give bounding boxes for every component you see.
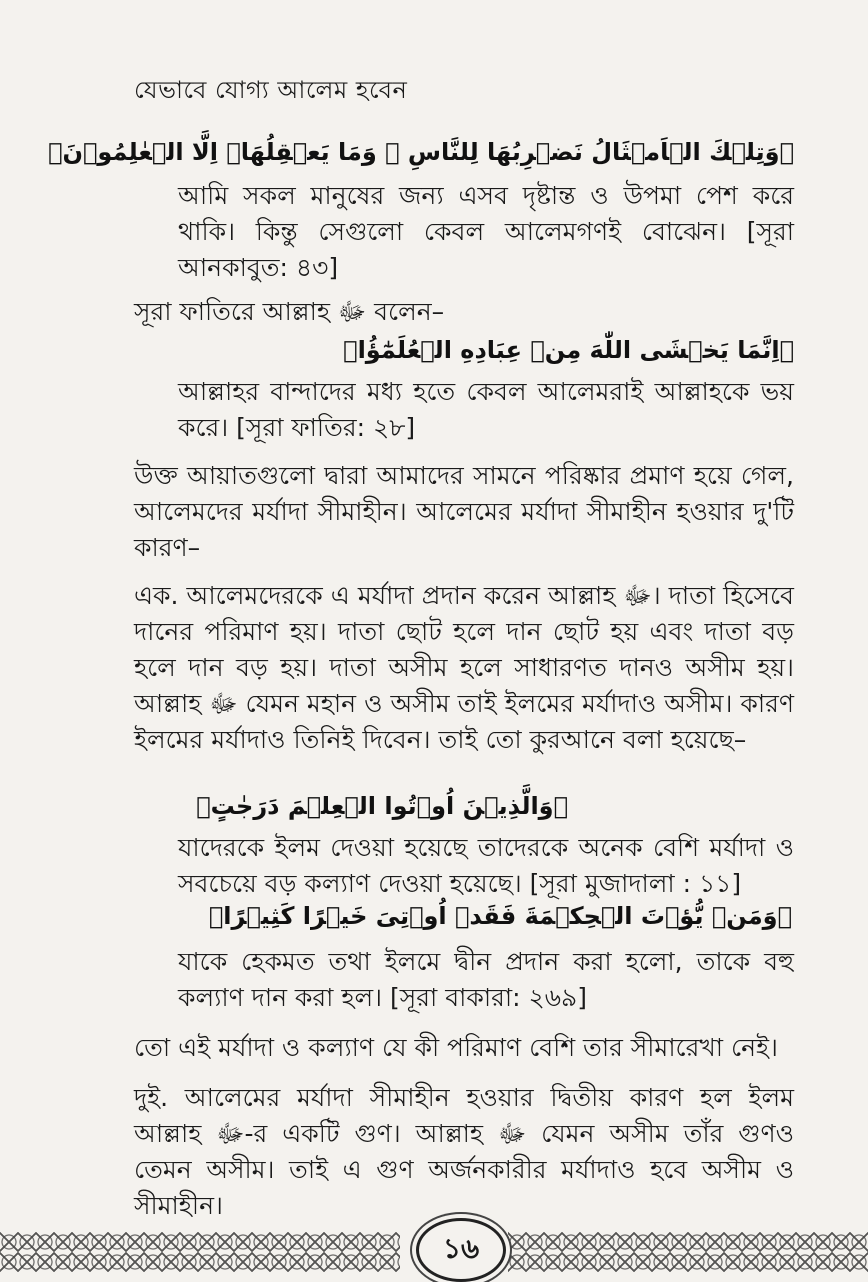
translation-fatir: আল্লাহর বান্দাদের মধ্য হতে কেবল আলেমরাই আল্লাহকে ভয় করে। [সূরা ফাতির: ২৮] <box>178 377 794 442</box>
intro-fatir: সূরা ফাতিরে আল্লাহ ﷻ বলেন– <box>134 297 445 326</box>
paragraph-no-limit: তো এই মর্যাদা ও কল্যাণ যে কী পরিমাণ বেশি তার সীমারেখা নেই। <box>134 1033 778 1062</box>
ornamental-border-right <box>508 1232 868 1272</box>
ornamental-border-left <box>0 1232 400 1272</box>
running-header: যেভাবে যোগ্য আলেম হবেন <box>134 76 408 104</box>
page-number-badge <box>416 1218 506 1282</box>
translation-ankabut: আমি সকল মানুষের জন্য এসব দৃষ্টান্ত ও উপমা পেশ করে থাকি। কিন্তু সেগুলো কেবল আলেমগণই বোঝেন। [সূরা আনকাবুত: ৪৩] <box>178 181 794 282</box>
page-number: ১৬ <box>442 1231 480 1265</box>
paragraph-conclusion: উক্ত আয়াতগুলো দ্বারা আমাদের সামনে পরিষ্কার প্রমাণ হয়ে গেল, আলেমদের মর্যাদা সীমাহীন। আলেমের মর্যাদা সীমাহীন হওয়ার দু'টি কারণ– <box>134 461 794 562</box>
page-footer-ornament <box>0 1214 868 1276</box>
paragraph-reason-one: এক. আলেমদেরকে এ মর্যাদা প্রদান করেন আল্লাহ ﷻ। দাতা হিসেবে দানের পরিমাণ হয়। দাতা ছোট হলে দান ছোট হয় এবং দাতা বড় হলে দান বড় হয়। দাতা অসীম হলে সাধারণত দানও অসীম হয়। আল্লাহ ﷻ যেমন মহান ও অসীম তাই ইলমের মর্যাদাও অসীম। কারণ ইলমের মর্যাদাও তিনিই দিবেন। তাই তো কুরআনে বলা হয়েছে– <box>134 581 794 754</box>
paragraph-reason-two: দুই. আলেমের মর্যাদা সীমাহীন হওয়ার দ্বিতীয় কারণ হল ইলম আল্লাহ ﷻ-র একটি গুণ। আল্লাহ ﷻ যেমন অসীম তাঁর গুণও তেমন অসীম। তাই এ গুণ অর্জনকারীর মর্যাদাও হবে অসীম ও সীমাহীন। <box>134 1083 794 1220</box>
arabic-verse-fatir: ﴿اِنَّمَا يَخۡشَى اللّٰهَ مِنۡ عِبَادِهِ الۡعُلَمٰٓؤُا﴾ <box>343 336 794 364</box>
arabic-verse-baqara: ﴿وَمَنۡ يُّؤۡتَ الۡحِكۡمَةَ فَقَدۡ اُوۡتِىَ خَيۡرًا كَثِيۡرًا﴾ <box>208 902 792 930</box>
arabic-verse-mujadala: ﴿وَالَّذِيۡنَ اُوۡتُوا الۡعِلۡمَ دَرَجٰتٍ﴾ <box>196 792 568 820</box>
translation-baqara: যাকে হেকমত তথা ইলমে দ্বীন প্রদান করা হলো, তাকে বহু কল্যাণ দান করা হল। [সূরা বাকারা: ২৬৯] <box>178 947 794 1012</box>
arabic-verse-ankabut: ﴿وَتِلۡكَ الۡاَمۡثَالُ نَضۡرِبُهَا لِلنَّاسِ ۚ وَمَا يَعۡقِلُهَاۤ اِلَّا الۡعٰلِمُوۡنَ﴾ <box>48 138 794 166</box>
translation-mujadala: যাদেরকে ইলম দেওয়া হয়েছে তাদেরকে অনেক বেশি মর্যাদা ও সবচেয়ে বড় কল্যাণ দেওয়া হয়েছে। [সূরা মুজাদালা : ১১] <box>178 833 794 898</box>
